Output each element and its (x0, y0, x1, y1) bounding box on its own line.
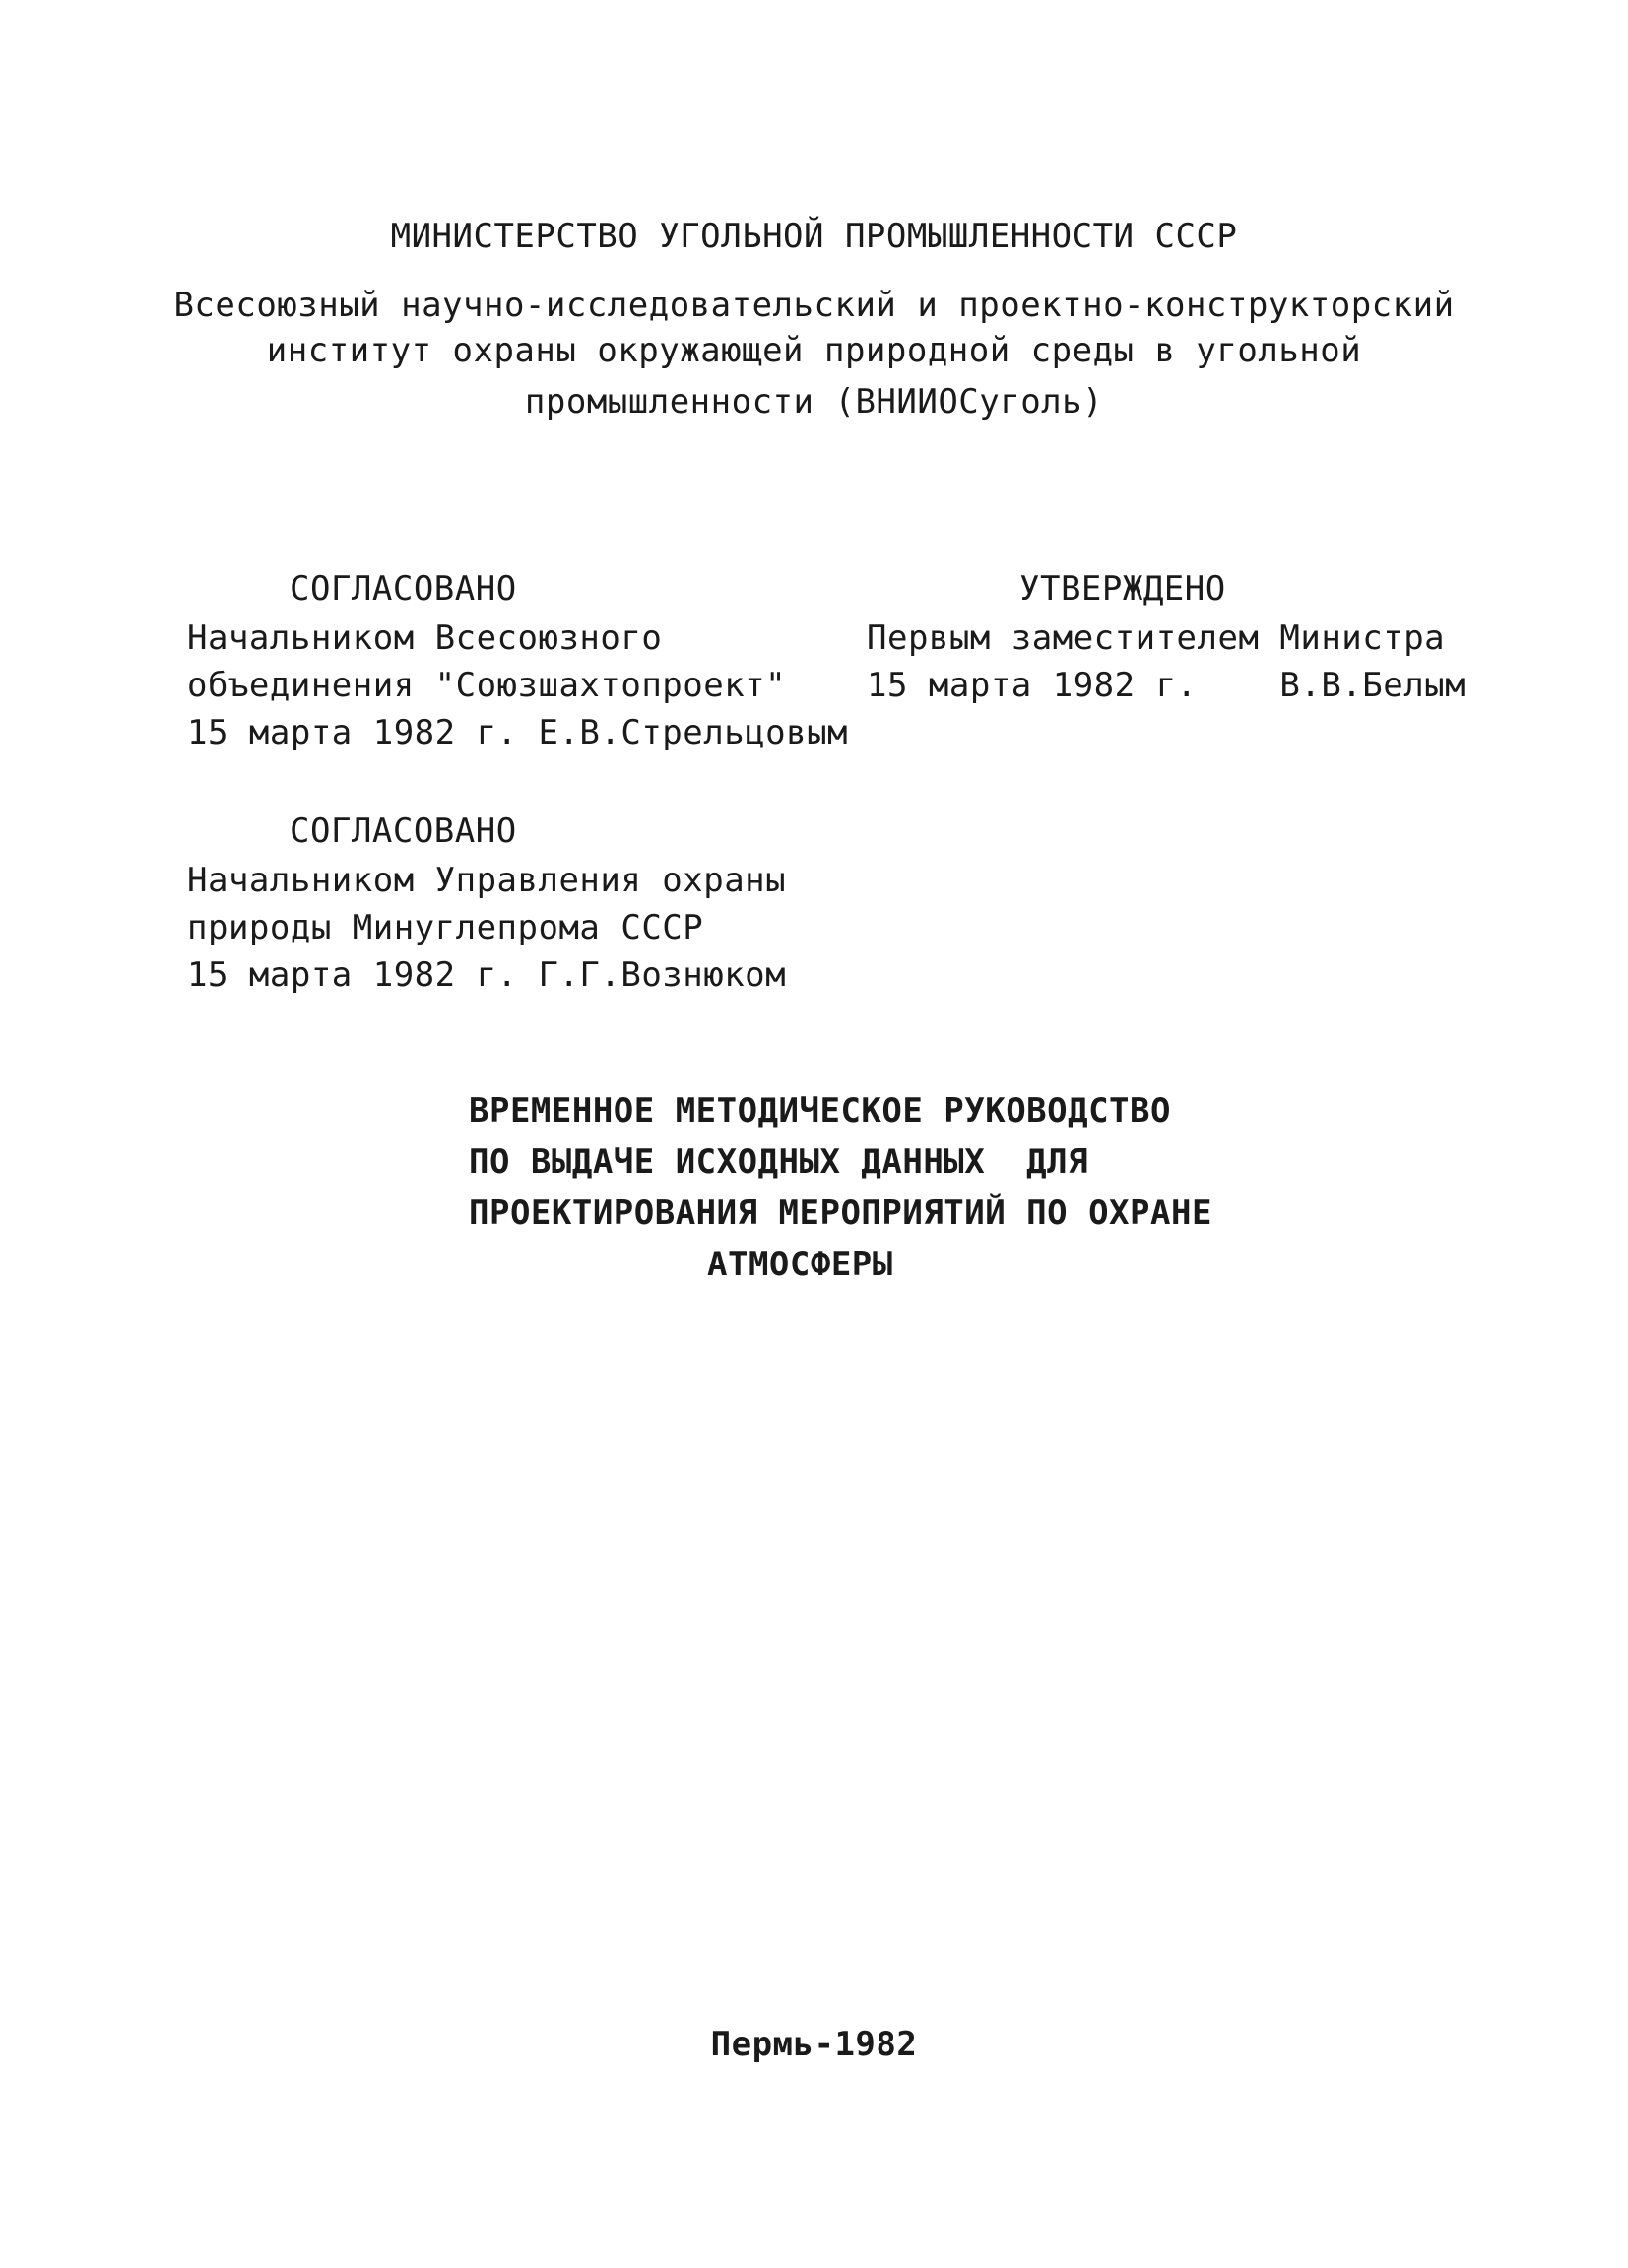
document-title-line-3: ПРОЕКТИРОВАНИЯ МЕРОПРИЯТИЙ ПО ОХРАНЕ (469, 1194, 1212, 1233)
institute-line-2: институт охраны окружающей природной среды в угольной (266, 331, 1362, 370)
approval-block-union (187, 567, 848, 754)
institute-line-1: Всесоюзный научно-исследовательский и проектно-конструкторский (173, 286, 1455, 325)
approval-date-signature: 15 марта 1982 г. Е.В.Стрельцовым (187, 713, 849, 752)
approval-heading: СОГЛАСОВАНО (290, 569, 517, 609)
approval-heading: СОГЛАСОВАНО (290, 811, 517, 851)
document-title-line-4: АТМОСФЕРЫ (707, 1245, 893, 1284)
place-year: Пермь-1982 (710, 2025, 918, 2064)
document-title-line-1: ВРЕМЕННОЕ МЕТОДИЧЕСКОЕ РУКОВОДСТВО (469, 1091, 1171, 1131)
document-title-line-2: ПО ВЫДАЧЕ ИСХОДНЫХ ДАННЫХ ДЛЯ (469, 1142, 1089, 1182)
approval-block-ministry (867, 567, 1465, 707)
approval-line: природы Минуглепрома СССР (187, 908, 704, 947)
ministry-heading: МИНИСТЕРСТВО УГОЛЬНОЙ ПРОМЫШЛЕННОСТИ СССР (390, 217, 1238, 256)
approval-line: объединения "Союзшахтопроект" (187, 666, 787, 705)
approval-line: Первым заместителем Министра (867, 618, 1446, 658)
approval-line: Начальником Управления охраны (187, 861, 787, 900)
approval-line: Начальником Всесоюзного (187, 618, 663, 658)
institute-line-3: промышленности (ВНИИОСуголь) (524, 382, 1104, 421)
approval-block-nature-protection (187, 810, 786, 997)
approval-date-signature: 15 марта 1982 г. Г.Г.Вознюком (187, 955, 787, 995)
approved-heading: УТВЕРЖДЕНО (1019, 569, 1226, 609)
approval-date-signature: 15 марта 1982 г. В.В.Белым (867, 666, 1466, 705)
